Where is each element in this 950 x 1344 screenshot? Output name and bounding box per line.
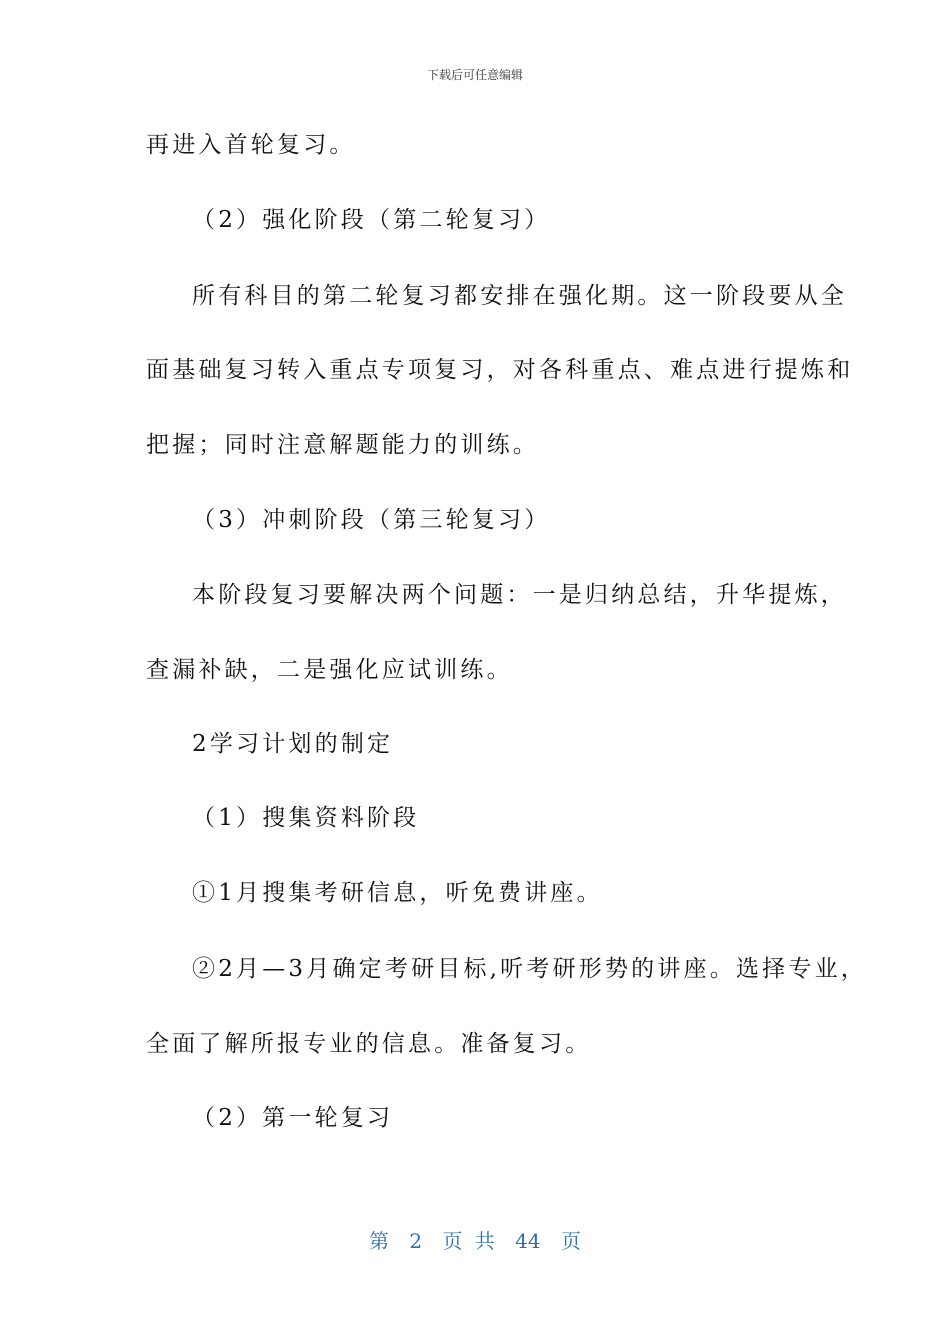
section-heading: （3）冲刺阶段（第三轮复习） xyxy=(192,507,551,533)
paragraph-line: 把握；同时注意解题能力的训练。 xyxy=(146,432,539,458)
current-page-number: 2 xyxy=(409,1229,423,1253)
footer-prefix: 第 xyxy=(369,1229,389,1253)
paragraph-line: 本阶段复习要解决两个问题：一是归纳总结，升华提炼， xyxy=(192,582,847,608)
section-heading: 2学习计划的制定 xyxy=(192,731,394,757)
paragraph-line: 全面了解所报专业的信息。准备复习。 xyxy=(146,1031,592,1057)
section-heading: （2）第一轮复习 xyxy=(192,1105,394,1131)
paragraph-line: 再进入首轮复习。 xyxy=(146,132,356,158)
paragraph-line: 查漏补缺，二是强化应试训练。 xyxy=(146,657,513,683)
list-item: ①1月搜集考研信息，听免费讲座。 xyxy=(192,880,603,906)
footer-middle: 页 共 xyxy=(442,1229,495,1253)
section-heading: （1）搜集资料阶段 xyxy=(192,805,420,831)
footer-suffix: 页 xyxy=(560,1229,581,1253)
page-header-note: 下载后可任意编辑 xyxy=(426,68,523,82)
paragraph-line: 所有科目的第二轮复习都安排在强化期。这一阶段要从全 xyxy=(192,283,847,309)
section-heading: （2）强化阶段（第二轮复习） xyxy=(192,207,551,233)
paragraph-line: 面基础复习转入重点专项复习，对各科重点、难点进行提炼和 xyxy=(146,357,854,383)
page-number-footer xyxy=(0,1225,950,1254)
total-pages-number: 44 xyxy=(515,1229,541,1253)
list-item: ②2月—3月确定考研目标,听考研形势的讲座。选择专业， xyxy=(192,956,867,982)
